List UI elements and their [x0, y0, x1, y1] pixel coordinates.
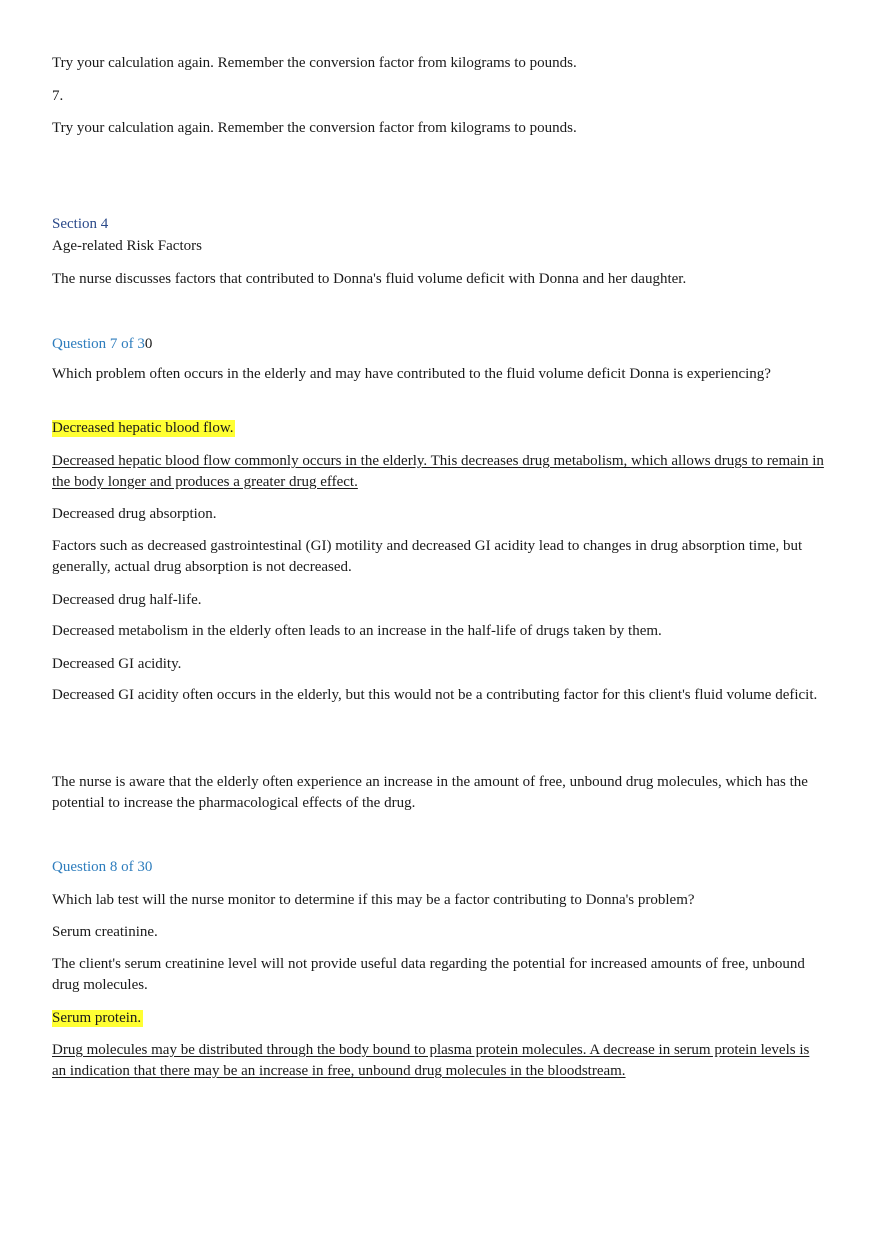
section-title: Age-related Risk Factors — [52, 238, 202, 254]
feedback-text-1: Try your calculation again. Remember the conversion factor from kilograms to pounds. — [52, 55, 577, 71]
section-intro: The nurse discusses factors that contributed to Donna's fluid volume deficit with Donna and her daughter. — [52, 271, 687, 287]
feedback-text-2: Try your calculation again. Remember the conversion factor from kilograms to pounds. — [52, 120, 577, 136]
correct-answer-highlight: Decreased hepatic blood flow. — [52, 420, 234, 436]
q7-option-1-rationale: Decreased hepatic blood flow commonly occurs in the elderly. This decreases drug metabolism, which allows drugs to remain in the body longer and produces a greater drug effect. — [52, 453, 824, 490]
q8-option-2-rationale: Drug molecules may be distributed through the body bound to plasma protein molecules. A decrease in serum protein levels is an indication that there may be an increase in free, unbound drug molecules in the bloodstream. — [52, 1042, 810, 1079]
correct-answer-highlight: Serum protein. — [52, 1010, 142, 1026]
q8-option-2-answer — [52, 1008, 143, 1028]
q8-option-1-rationale: The client's serum creatinine level will not provide useful data regarding the potential for increased amounts of free, unbound drug molecules. — [52, 956, 805, 993]
q7-option-2-answer: Decreased drug absorption. — [52, 506, 217, 522]
transition-text: The nurse is aware that the elderly often experience an increase in the amount of free, unbound drug molecules, which has the potential to increase the pharmacological effects of the drug. — [52, 774, 808, 811]
q7-option-1-answer — [52, 418, 235, 438]
question-7-prompt: Which problem often occurs in the elderly and may have contributed to the fluid volume deficit Donna is experiencing? — [52, 366, 771, 382]
question-8-prompt: Which lab test will the nurse monitor to determine if this may be a factor contributing to Donna's problem? — [52, 892, 695, 908]
q7-option-3-rationale: Decreased metabolism in the elderly often leads to an increase in the half-life of drugs taken by them. — [52, 623, 662, 639]
q8-option-1-answer: Serum creatinine. — [52, 924, 158, 940]
question-7-label-tail: 0 — [144, 336, 153, 352]
question-7-label — [52, 334, 152, 354]
q7-option-4-answer: Decreased GI acidity. — [52, 656, 182, 672]
q7-option-4-rationale: Decreased GI acidity often occurs in the elderly, but this would not be a contributing factor for this client's fluid volume deficit. — [52, 687, 818, 703]
q7-option-2-rationale: Factors such as decreased gastrointestinal (GI) motility and decreased GI acidity lead to changes in drug absorption time, but generally, actual drug absorption is not decreased. — [52, 538, 803, 575]
q7-option-3-answer: Decreased drug half-life. — [52, 592, 202, 608]
question-8-label: Question 8 of 30 — [52, 859, 153, 875]
question-7-label-main: Question 7 of 3 — [52, 336, 145, 352]
feedback-number: 7. — [52, 88, 64, 104]
section-label: Section 4 — [52, 216, 109, 232]
